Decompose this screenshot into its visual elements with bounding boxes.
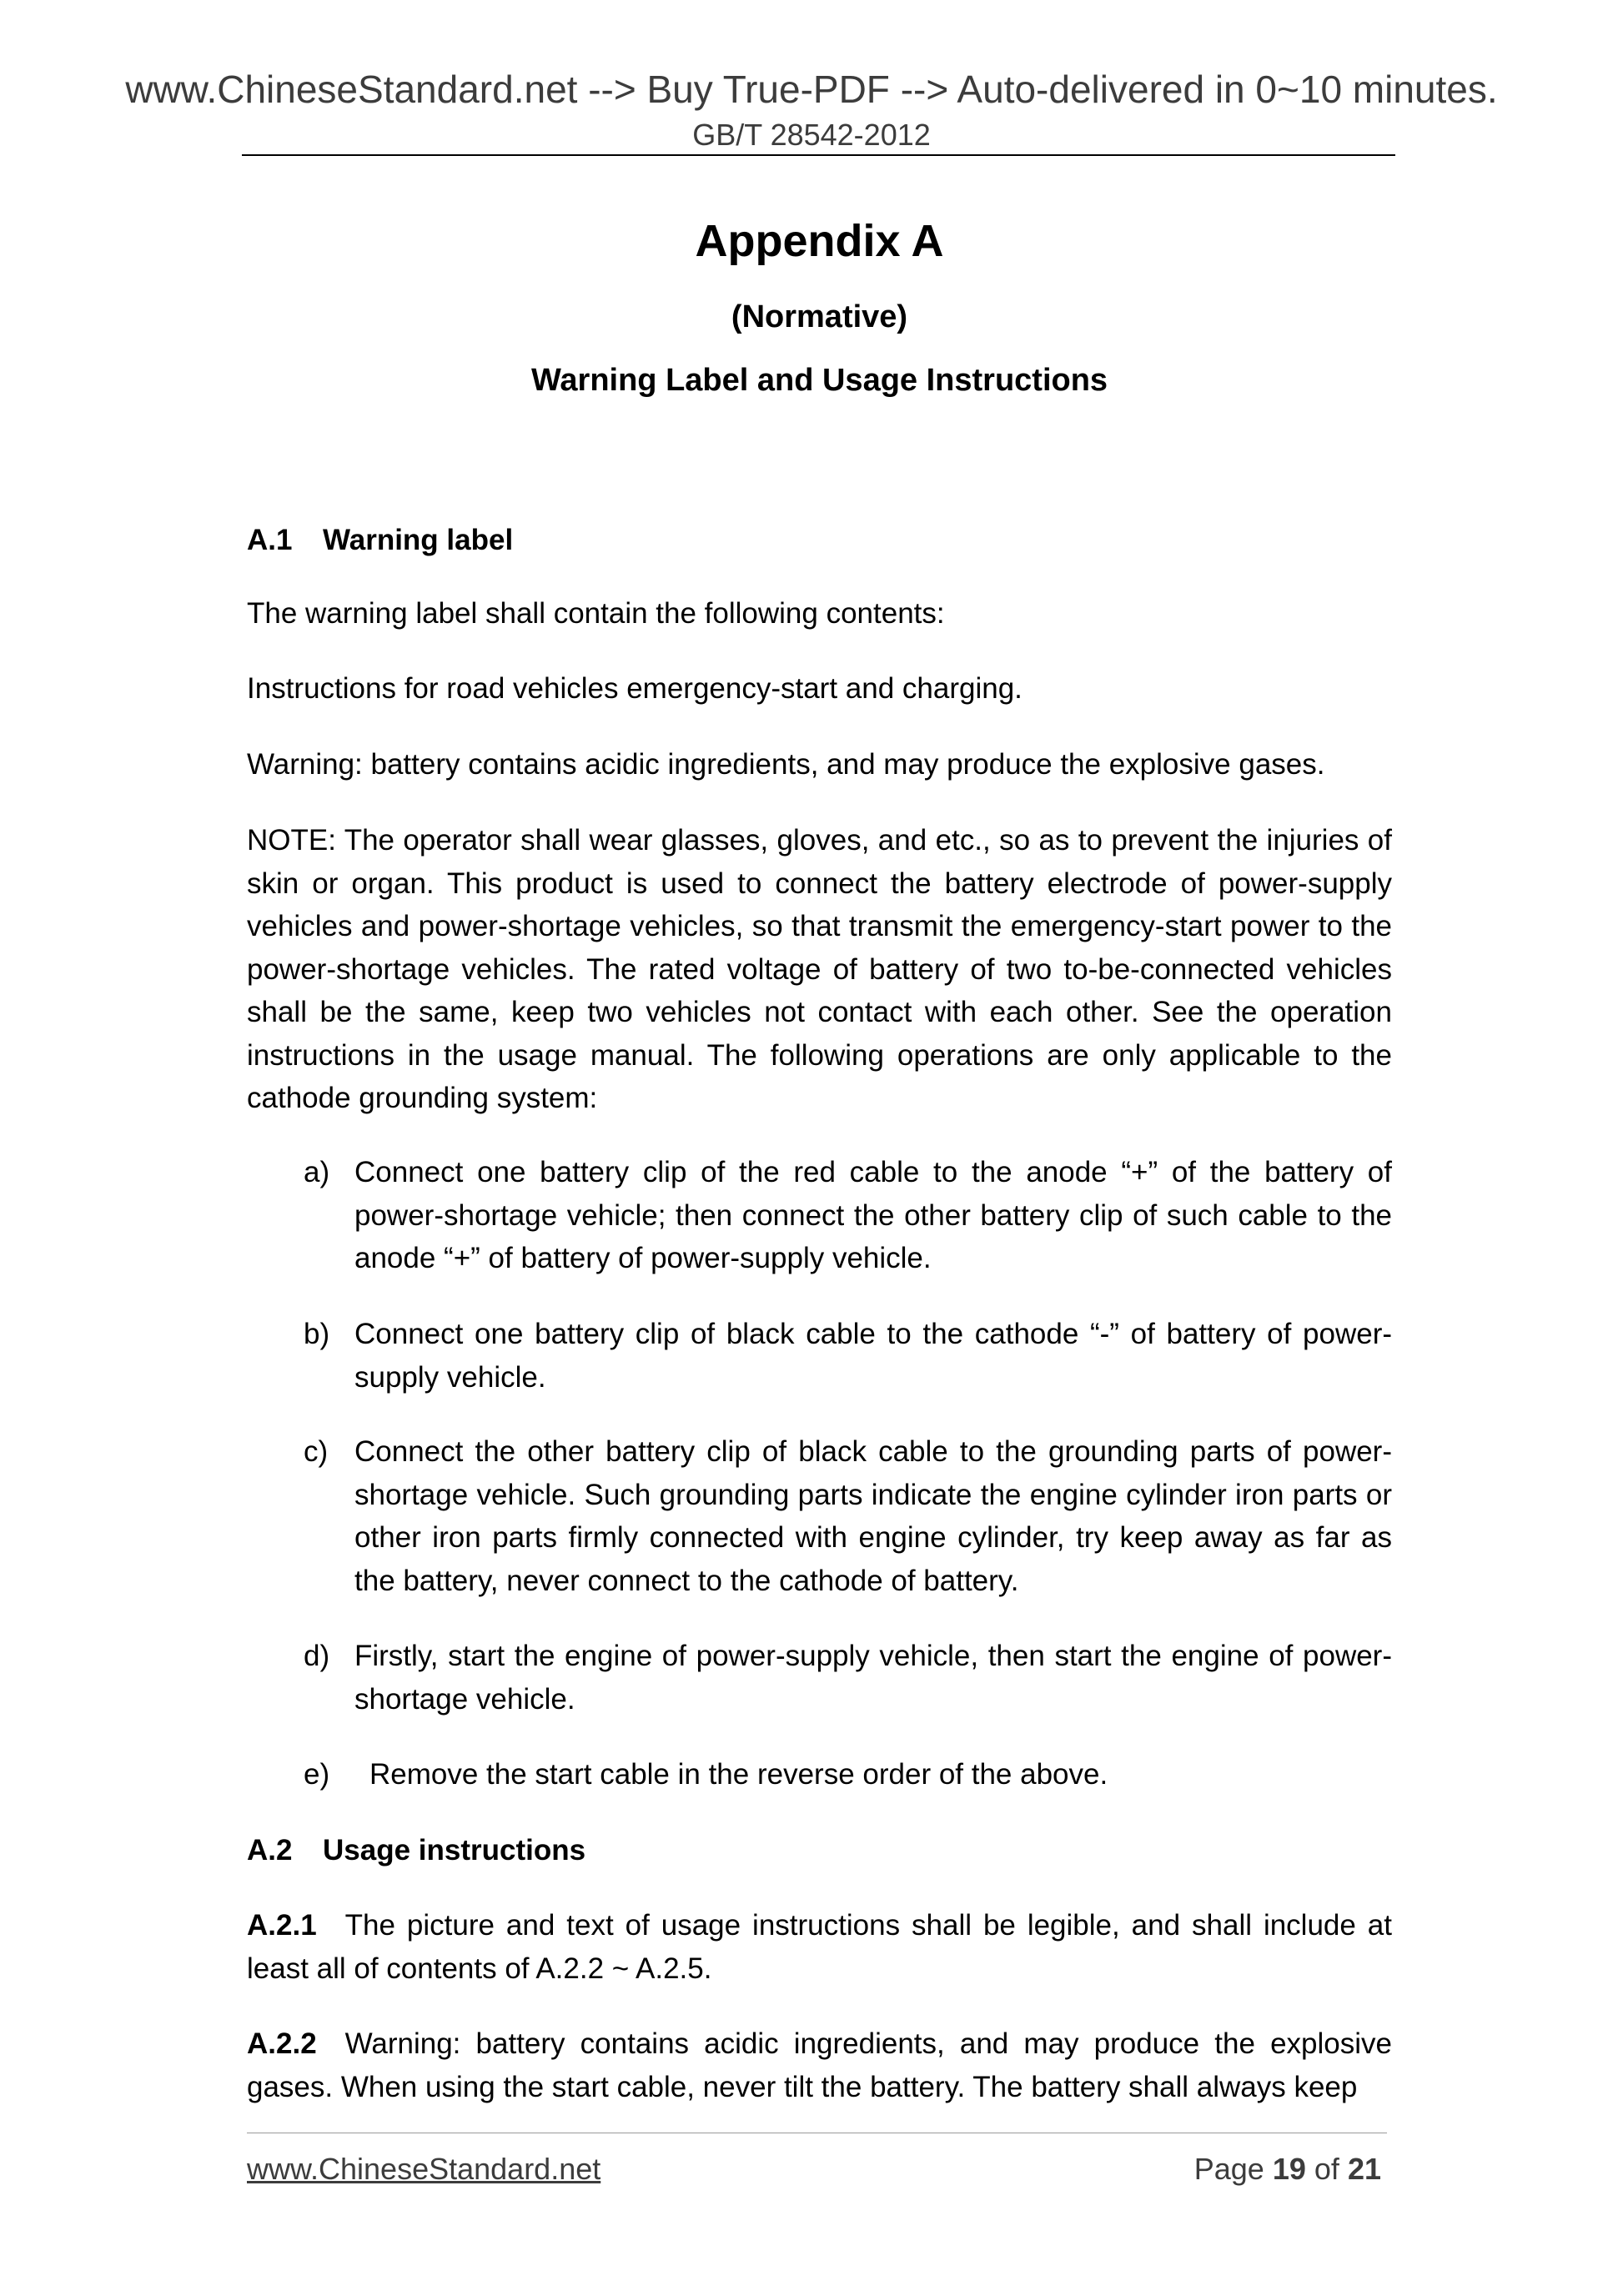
page-number	[1184, 2152, 1381, 2187]
appendix-type: (Normative)	[731, 299, 908, 334]
clause-number: A.2.2	[247, 2027, 317, 2060]
page-of: of	[1314, 2152, 1339, 2186]
paragraph: The warning label shall contain the following contents:	[247, 597, 945, 630]
appendix-subtitle: Warning Label and Usage Instructions	[530, 363, 1108, 398]
list-item	[304, 1753, 1392, 1796]
section-a2-heading	[247, 1829, 1392, 1872]
clause-number: A.2.1	[247, 1909, 317, 1942]
document-code: GB/T 28542-2012	[692, 118, 931, 152]
section-number: A.1	[247, 524, 293, 556]
list-marker: d)	[304, 1640, 330, 1672]
list-item-text: Connect one battery clip of black cable to the cathode “-” of battery of power-supply vehicle.	[354, 1318, 1392, 1394]
list-item	[304, 1430, 1392, 1602]
paragraph: Instructions for road vehicles emergency-start and charging.	[247, 672, 1023, 705]
list-item-text: Firstly, start the engine of power-supply vehicle, then start the engine of power-shortage vehicle.	[354, 1640, 1392, 1716]
clause-a2-1	[247, 1904, 1392, 1990]
paragraph: Warning: battery contains acidic ingredients, and may produce the explosive gases.	[247, 748, 1325, 781]
section-title: Usage instructions	[323, 1834, 586, 1866]
list-marker: a)	[304, 1156, 330, 1188]
appendix-title: Appendix A	[695, 216, 944, 266]
list-marker: e)	[304, 1758, 330, 1791]
section-a1-heading	[247, 519, 1392, 562]
list-item-text: Connect one battery clip of the red cable to the anode “+” of the battery of power-shortage vehicle; then connect the other battery clip of such cable to the anode “+” of battery of power-supply vehicle.	[354, 1156, 1392, 1274]
site-banner: www.ChineseStandard.net --> Buy True-PDF --> Auto-delivered in 0~10 minutes.	[125, 68, 1498, 111]
list-marker: c)	[304, 1435, 329, 1468]
clause-text: Warning: battery contains acidic ingredients, and may produce the explosive gases. When using the start cable, never tilt the battery. The battery shall always keep	[247, 2027, 1392, 2103]
list-item	[304, 1635, 1392, 1721]
page-prefix: Page	[1193, 2152, 1264, 2186]
list-item	[304, 1151, 1392, 1280]
list-item-text: Remove the start cable in the reverse order of the above.	[369, 1758, 1108, 1791]
page-total: 21	[1347, 2152, 1381, 2186]
list-item	[304, 1313, 1392, 1399]
clause-a2-2	[247, 2022, 1392, 2108]
footer-site-link[interactable]: www.ChineseStandard.net	[247, 2152, 601, 2186]
list-item-text: Connect the other battery clip of black cable to the grounding parts of power-shortage vehicle. Such grounding parts indicate the engine cylinder iron parts or other iron parts firmly connected with engine cylinder, try keep away as far as the battery, never connect to the cathode of battery.	[354, 1435, 1392, 1597]
clause-text: The picture and text of usage instructions shall be legible, and shall include at least all of contents of A.2.2 ~ A.2.5.	[247, 1909, 1392, 1985]
section-number: A.2	[247, 1834, 293, 1866]
section-title: Warning label	[323, 524, 514, 556]
note-paragraph: NOTE: The operator shall wear glasses, gloves, and etc., so as to prevent the injuries of skin or organ. This product is used to connect the battery electrode of power-supply vehicles and power-shortage vehicles, so that transmit the emergency-start power to the power-shortage vehicles. The rated voltage of battery of two to-be-connected vehicles shall be the same, keep two vehicles not contact with each other. See the operation instructions in the usage manual. The following operations are only applicable to the cathode grounding system:	[247, 824, 1392, 1114]
page-current: 19	[1272, 2152, 1306, 2186]
header-divider	[242, 154, 1395, 156]
list-marker: b)	[304, 1318, 330, 1350]
